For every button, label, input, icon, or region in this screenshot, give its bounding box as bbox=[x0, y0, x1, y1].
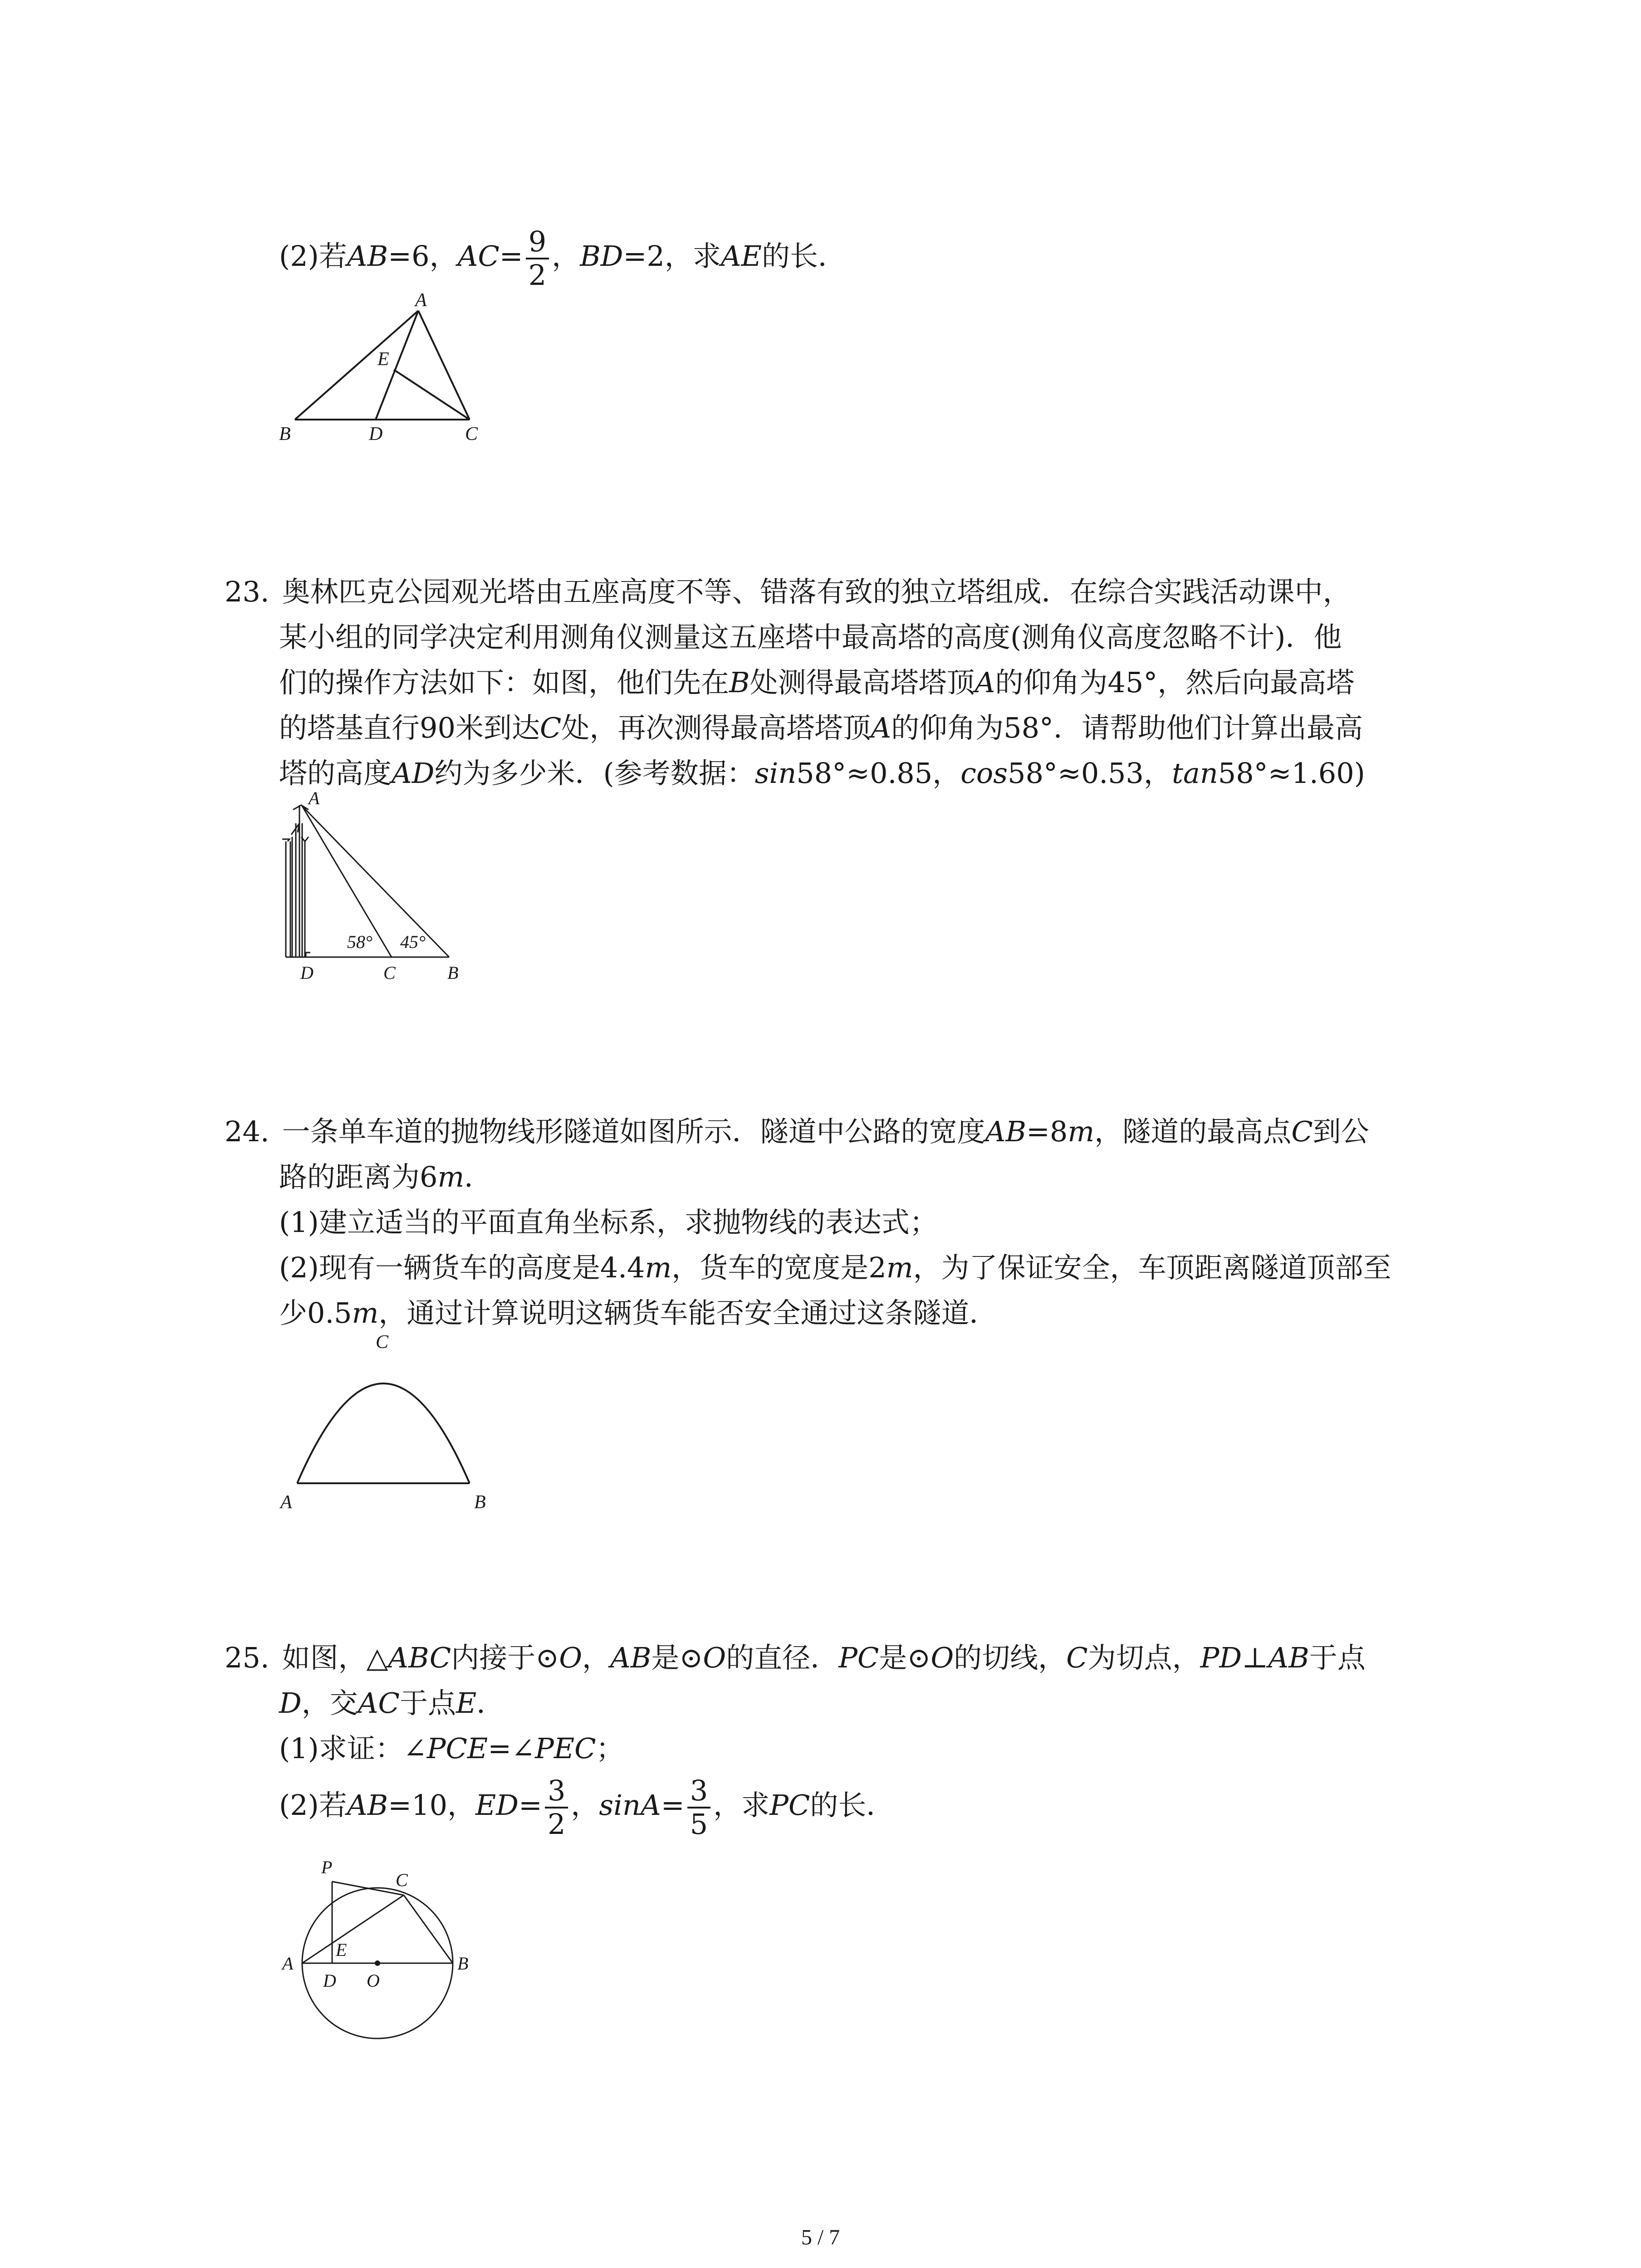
text: 58°≈0.53， bbox=[1008, 757, 1172, 790]
math: PC bbox=[769, 1789, 810, 1822]
text: 如图，△ bbox=[282, 1641, 388, 1674]
text: ． bbox=[464, 1160, 493, 1193]
text: 处测得最高塔塔顶 bbox=[749, 666, 975, 699]
math: AB bbox=[347, 240, 388, 273]
q25-part2 bbox=[279, 1769, 894, 1842]
math: m bbox=[645, 1251, 672, 1284]
math: PEC bbox=[535, 1732, 596, 1765]
label-a: A bbox=[309, 788, 320, 808]
text: 为切点， bbox=[1087, 1641, 1200, 1674]
text: 于点 bbox=[1309, 1641, 1366, 1674]
text: 少0.5 bbox=[279, 1296, 352, 1330]
q25-line1 bbox=[225, 1640, 1366, 1676]
math: E bbox=[456, 1686, 477, 1720]
q23-figure bbox=[268, 788, 476, 987]
q23-line1 bbox=[225, 574, 1351, 610]
text: = bbox=[499, 240, 523, 273]
text: ，交 bbox=[301, 1686, 358, 1720]
math: AB bbox=[985, 1115, 1026, 1148]
math: ABC bbox=[388, 1641, 451, 1674]
segment-ab bbox=[295, 311, 418, 420]
math: AE bbox=[720, 240, 762, 273]
text: (1)建立适当的平面直角坐标系，求抛物线的表达式； bbox=[279, 1206, 938, 1239]
parabola-arc bbox=[297, 1383, 470, 1483]
text: 于点 bbox=[399, 1686, 456, 1720]
fraction bbox=[545, 1775, 568, 1840]
text: ，货车的宽度是2 bbox=[671, 1251, 887, 1284]
text: = bbox=[518, 1789, 542, 1822]
math: tan bbox=[1171, 757, 1218, 790]
math: AB bbox=[347, 1789, 388, 1822]
text: 奥林匹克公园观光塔由五座高度不等、错落有致的独立塔组成．在综合实践活动课中， bbox=[282, 575, 1351, 608]
math: O bbox=[559, 1641, 583, 1674]
text: ． bbox=[476, 1686, 505, 1720]
math: ED bbox=[475, 1789, 519, 1822]
math: AC bbox=[358, 1686, 400, 1720]
text: ，为了保证安全，车顶距离隧道顶部至 bbox=[913, 1251, 1391, 1284]
text: 到公 bbox=[1313, 1115, 1369, 1148]
label-c: C bbox=[396, 1870, 408, 1890]
math: PCE bbox=[426, 1732, 488, 1765]
text: 们的操作方法如下：如图，他们先在 bbox=[279, 666, 730, 699]
numerator: 3 bbox=[687, 1775, 710, 1809]
label-a: A bbox=[282, 1953, 294, 1974]
math: C bbox=[539, 711, 562, 744]
q23-line2 bbox=[279, 619, 1342, 655]
center-dot bbox=[375, 1960, 380, 1966]
math: PD bbox=[1200, 1641, 1242, 1674]
q23-line5 bbox=[279, 755, 1365, 792]
q24-figure bbox=[272, 1329, 508, 1520]
tangent-pc bbox=[332, 1882, 404, 1895]
text: ； bbox=[596, 1732, 624, 1765]
text: (2)现有一辆货车的高度是4.4 bbox=[279, 1251, 645, 1284]
q25-part1 bbox=[279, 1730, 624, 1767]
text: 的塔基直行90米到达 bbox=[279, 711, 540, 744]
denominator: 2 bbox=[547, 1807, 566, 1841]
question-number: 25. bbox=[225, 1641, 269, 1674]
text: =10， bbox=[388, 1789, 476, 1822]
text: 的长． bbox=[761, 240, 846, 273]
text: 的直径． bbox=[726, 1641, 839, 1674]
text: 是⊙ bbox=[879, 1641, 931, 1674]
math: A bbox=[871, 711, 892, 744]
fraction bbox=[687, 1775, 710, 1840]
label-d: D bbox=[323, 1970, 336, 1991]
math: cos bbox=[960, 757, 1008, 790]
text: 58°≈1.60) bbox=[1218, 757, 1365, 790]
text: ，通过计算说明这辆货车能否安全通过这条隧道． bbox=[378, 1296, 998, 1330]
math: AD bbox=[392, 757, 435, 790]
numerator: 3 bbox=[545, 1775, 568, 1809]
text: 是⊙ bbox=[651, 1641, 703, 1674]
sight-line-b bbox=[302, 806, 449, 957]
text: 处，再次测得最高塔塔顶 bbox=[561, 711, 871, 744]
text: ， bbox=[582, 1641, 611, 1674]
label-c: C bbox=[376, 1332, 389, 1353]
text: 路的距离为6 bbox=[279, 1160, 438, 1193]
label-d: D bbox=[300, 963, 314, 983]
math: m bbox=[352, 1296, 379, 1330]
text: ， bbox=[552, 240, 580, 273]
math: sin bbox=[754, 757, 797, 790]
label-p: P bbox=[321, 1857, 333, 1877]
math: BD bbox=[580, 240, 623, 273]
q25-line2 bbox=[279, 1685, 505, 1721]
text: 塔的高度 bbox=[279, 757, 392, 790]
q23-line4 bbox=[279, 710, 1363, 746]
q24-part2 bbox=[279, 1250, 1391, 1286]
text: 内接于⊙ bbox=[451, 1641, 559, 1674]
text: 某小组的同学决定利用测角仪测量这五座塔中最高塔的高度(测角仪高度忽略不计)．他 bbox=[279, 621, 1342, 654]
math: D bbox=[279, 1686, 302, 1720]
chord-ac bbox=[302, 1895, 404, 1963]
question-number: 24. bbox=[225, 1115, 269, 1148]
q23-line3 bbox=[279, 665, 1354, 701]
text: =8 bbox=[1026, 1115, 1068, 1148]
math: AB bbox=[610, 1641, 652, 1674]
label-b: B bbox=[457, 1953, 469, 1974]
text: ， bbox=[571, 1789, 599, 1822]
label-angle45: 45° bbox=[400, 932, 426, 952]
text: =2，求 bbox=[623, 240, 721, 273]
text: 的长． bbox=[810, 1789, 895, 1822]
label-angle58: 58° bbox=[347, 932, 372, 952]
q22-part2 bbox=[279, 220, 846, 293]
tower-top bbox=[282, 839, 289, 841]
label-d: D bbox=[369, 424, 383, 445]
math: A bbox=[975, 666, 995, 699]
label-a: A bbox=[280, 1492, 292, 1513]
text: (2)若 bbox=[279, 1789, 347, 1822]
text: 一条单车道的抛物线形隧道如图所示．隧道中公路的宽度 bbox=[282, 1115, 985, 1148]
q24-part2-cont bbox=[279, 1295, 997, 1331]
math: O bbox=[931, 1641, 954, 1674]
math: m bbox=[437, 1160, 465, 1193]
text: ⊥ bbox=[1242, 1641, 1269, 1674]
label-e: E bbox=[377, 349, 389, 370]
label-c: C bbox=[383, 963, 396, 983]
math: AC bbox=[457, 240, 500, 273]
text: 约为多少米．(参考数据： bbox=[434, 757, 755, 790]
math: C bbox=[1291, 1115, 1313, 1148]
text: 58°≈0.85， bbox=[796, 757, 961, 790]
text: ，隧道的最高点 bbox=[1094, 1115, 1292, 1148]
text: =∠ bbox=[488, 1732, 535, 1765]
q24-part1 bbox=[279, 1204, 938, 1241]
text: (2)若 bbox=[279, 240, 347, 273]
text: (1)求证：∠ bbox=[279, 1732, 427, 1765]
label-b: B bbox=[279, 424, 291, 445]
denominator: 2 bbox=[528, 258, 547, 292]
tower-top bbox=[293, 805, 309, 810]
math: AB bbox=[1268, 1641, 1309, 1674]
fraction bbox=[526, 226, 549, 291]
text: 的仰角为58°．请帮助他们计算出最高 bbox=[891, 711, 1363, 744]
math: O bbox=[703, 1641, 726, 1674]
text: = bbox=[661, 1789, 685, 1822]
question-number: 23. bbox=[225, 575, 269, 608]
text: ，求 bbox=[713, 1789, 770, 1822]
label-o: O bbox=[367, 1970, 380, 1991]
math: m bbox=[1068, 1115, 1095, 1148]
label-e: E bbox=[336, 1940, 347, 1960]
q25-figure bbox=[272, 1833, 490, 2041]
q24-line1 bbox=[225, 1114, 1369, 1150]
label-b: B bbox=[447, 963, 459, 983]
math: PC bbox=[838, 1641, 879, 1674]
page-number: 5 / 7 bbox=[801, 2225, 840, 2249]
math: sinA bbox=[599, 1789, 661, 1822]
text: 的仰角为45°，然后向最高塔 bbox=[995, 666, 1355, 699]
text: 的切线， bbox=[954, 1641, 1067, 1674]
label-c: C bbox=[465, 424, 478, 445]
math: B bbox=[729, 666, 750, 699]
math: m bbox=[886, 1251, 913, 1284]
math: C bbox=[1066, 1641, 1088, 1674]
denominator: 5 bbox=[690, 1807, 708, 1841]
q24-line2 bbox=[279, 1159, 492, 1195]
chord-bc bbox=[404, 1895, 453, 1963]
label-b: B bbox=[474, 1492, 486, 1513]
q22-figure bbox=[272, 286, 499, 449]
numerator: 9 bbox=[526, 226, 549, 259]
label-a: A bbox=[415, 290, 427, 311]
text: =6， bbox=[388, 240, 458, 273]
